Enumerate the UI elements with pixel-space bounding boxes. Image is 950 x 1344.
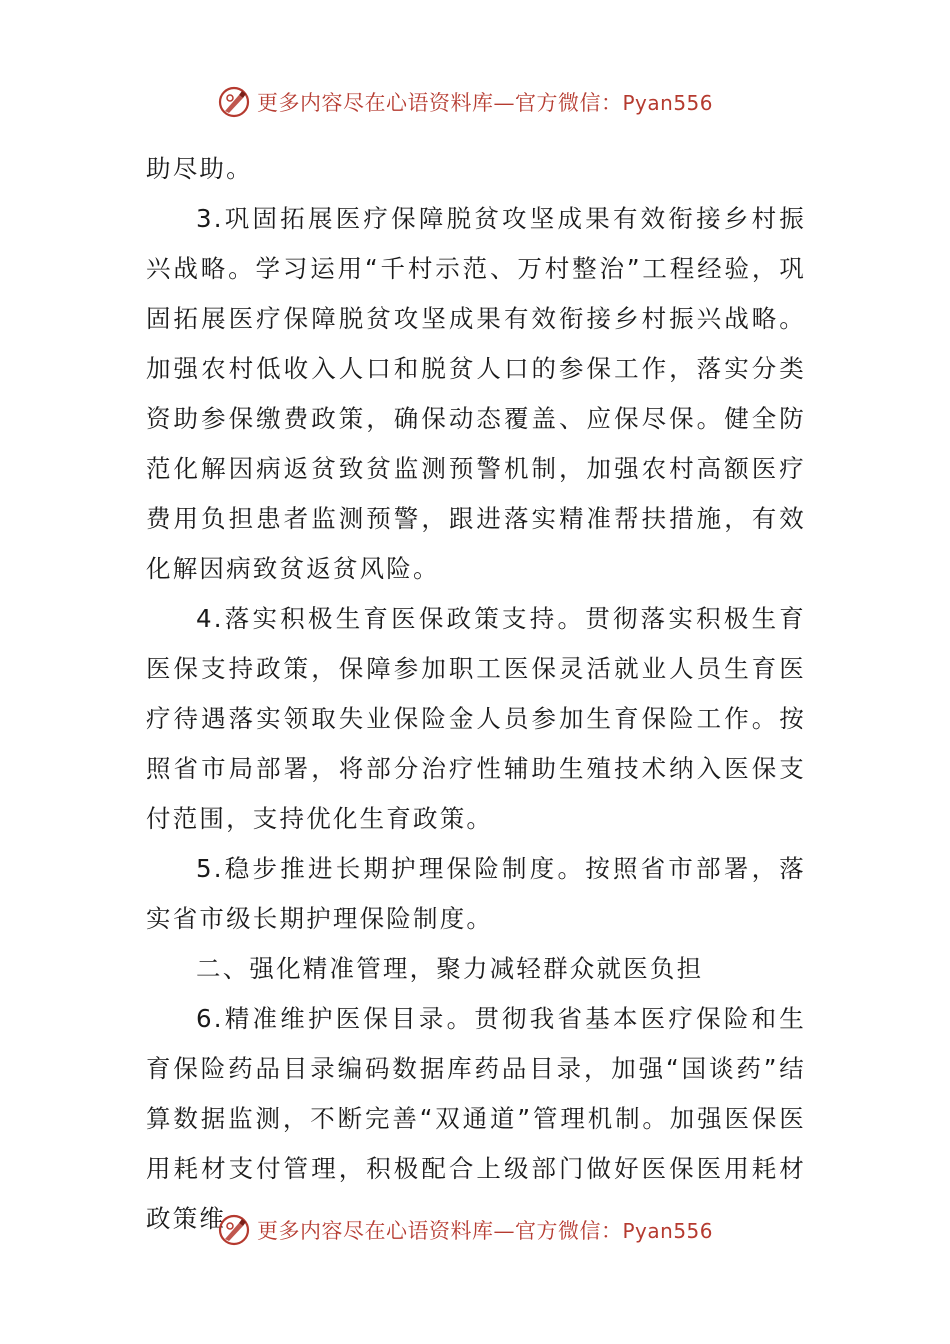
paragraph-item-6: 6.精准维护医保目录。贯彻我省基本医疗保险和生育保险药品目录编码数据库药品目录，加强“国谈药”结算数据监测，不断完善“双通道”管理机制。加强医保医用耗材支付管理，积极配合上级部门做好医保医用耗材政策维 <box>146 1004 806 1233</box>
watermark-text: 更多内容尽在心语资料库—官方微信：Pyan556 <box>256 1219 713 1243</box>
watermark-text: 更多内容尽在心语资料库—官方微信：Pyan556 <box>256 91 713 115</box>
document-body <box>146 144 806 1244</box>
paragraph-item-4: 4.落实积极生育医保政策支持。贯彻落实积极生育医保支持政策，保障参加职工医保灵活就业人员生育医疗待遇落实领取失业保险金人员参加生育保险工作。按照省市局部署，将部分治疗性辅助生殖技术纳入医保支付范围，支持优化生育政策。 <box>146 604 806 833</box>
pen-circle-logo-icon <box>217 1213 251 1247</box>
watermark-banner-top <box>0 82 950 122</box>
paragraph-item-3: 3.巩固拓展医疗保障脱贫攻坚成果有效衔接乡村振兴战略。学习运用“千村示范、万村整治”工程经验，巩固拓展医疗保障脱贫攻坚成果有效衔接乡村振兴战略。加强农村低收入人口和脱贫人口的参保工作，落实分类资助参保缴费政策，确保动态覆盖、应保尽保。健全防范化解因病返贫致贫监测预警机制，加强农村高额医疗费用负担患者监测预警，跟进落实精准帮扶措施，有效化解因病致贫返贫风险。 <box>146 204 806 583</box>
paragraph-item-5: 5.稳步推进长期护理保险制度。按照省市部署，落实省市级长期护理保险制度。 <box>146 854 806 933</box>
paragraph-continuation: 助尽助。 <box>146 154 253 183</box>
section-heading: 二、强化精准管理，聚力减轻群众就医负担 <box>196 954 704 983</box>
watermark-handle: Pyan556 <box>622 91 713 115</box>
watermark-banner-bottom <box>0 1210 950 1250</box>
watermark-handle: Pyan556 <box>622 1219 713 1243</box>
pen-circle-logo-icon <box>217 85 251 119</box>
